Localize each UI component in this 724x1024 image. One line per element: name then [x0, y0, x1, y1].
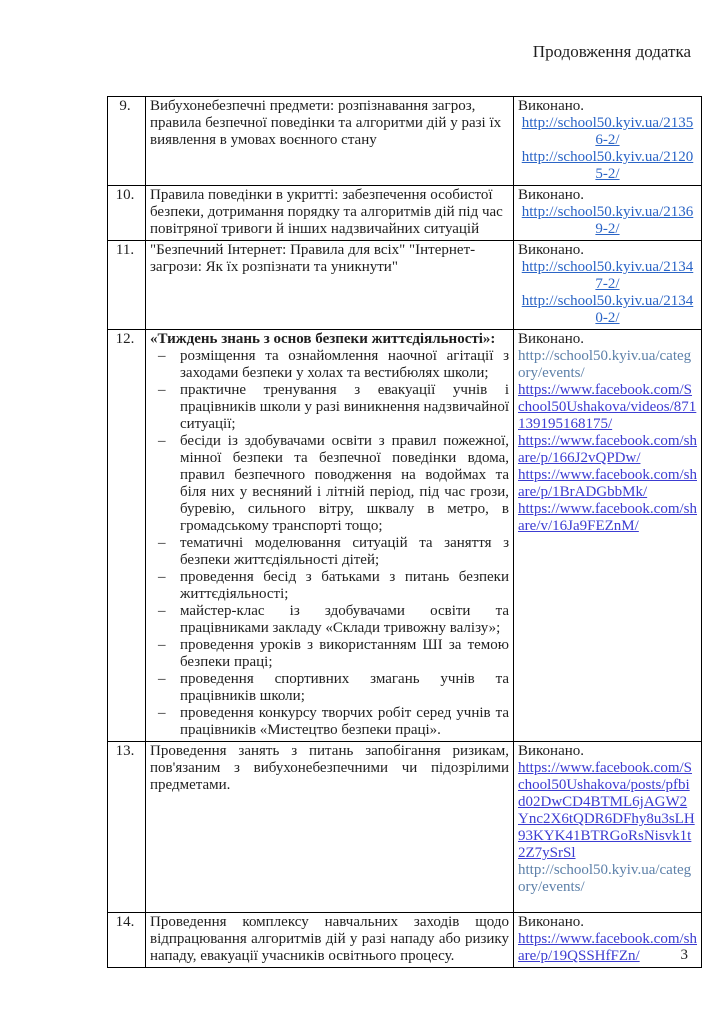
activity-cell	[146, 186, 514, 241]
facebook-link[interactable]: https://www.facebook.com/share/p/1BrADGbbMk/	[518, 467, 697, 500]
row-number: 12.	[108, 330, 146, 742]
status-cell	[514, 913, 702, 968]
bullet-item: – бесіди із здобувачами освіти з правил пожежної, мінної безпеки та безпечної поведінки вдома, правил безпечного поводження на водоймах та біля них у весняний і літній період, під час грози, буревію, сильного вітру, шквалу в метро, в громадському транспорті тощо;	[150, 433, 509, 535]
page-number: 3	[680, 947, 688, 963]
activity-cell	[146, 97, 514, 186]
facebook-link[interactable]: https://www.facebook.com/share/p/166J2vQPDw/	[518, 433, 697, 466]
link-list	[518, 259, 697, 327]
link-list	[518, 931, 697, 965]
bullet-item: – проведення уроків з використанням ШІ за темою безпеки праці;	[150, 637, 509, 671]
row-number: 11.	[108, 241, 146, 330]
status-label: Виконано.	[518, 242, 585, 258]
row-number: 14.	[108, 913, 146, 968]
status-label: Виконано.	[518, 331, 585, 347]
activity-cell	[146, 913, 514, 968]
table-row	[108, 186, 702, 241]
bullet-item: – проведення бесід з батьками з питань безпеки життєдіяльності;	[150, 569, 509, 603]
status-label: Виконано.	[518, 914, 585, 930]
table-row	[108, 241, 702, 330]
bullet-item: – тематичні моделювання ситуацій та заняття з безпеки життєдіяльності дітей;	[150, 535, 509, 569]
table-row	[108, 97, 702, 186]
status-cell	[514, 241, 702, 330]
link-list	[518, 760, 697, 896]
school50-events-link[interactable]: http://school50.kyiv.ua/category/events/	[518, 348, 692, 381]
link-list	[518, 348, 697, 535]
table-row	[108, 913, 702, 968]
school50-link[interactable]: http://school50.kyiv.ua/21369-2/	[521, 204, 694, 237]
activity-text: Проведення комплексу навчальних заходів щодо відпрацювання алгоритмів дій у разі нападу або ризику нападу, евакуації учасників освітнього процесу.	[150, 914, 509, 964]
status-label: Виконано.	[518, 743, 585, 759]
status-label: Виконано.	[518, 98, 585, 114]
activity-text: Вибухонебезпечні предмети: розпізнавання загроз, правила безпечної поведінки та алгоритми дій у разі їх виявлення в умовах воєнного стану	[150, 98, 502, 148]
facebook-link[interactable]: https://www.facebook.com/School50Ushakova/posts/pfbid02DwCD4BTML6jAGW2Ync2X6tQDR6DFhy8u3sLH93KYK41BTRGoRsNisvk1t2Z7ySrSl	[518, 760, 695, 861]
school50-link[interactable]: http://school50.kyiv.ua/21340-2/	[521, 293, 694, 326]
activity-text: Правила поведінки в укритті: забезпечення особистої безпеки, дотримання порядку та алгоритмів дій під час повітряної тривоги й інших надзвичайних ситуацій	[150, 187, 503, 237]
activity-cell	[146, 742, 514, 913]
status-cell	[514, 330, 702, 742]
bullet-item: – проведення спортивних змагань учнів та працівників школи;	[150, 671, 509, 705]
school50-link[interactable]: http://school50.kyiv.ua/21205-2/	[521, 149, 694, 182]
bullet-item: – практичне тренування з евакуації учнів і працівників школи у разі виникнення надзвичайної ситуації;	[150, 382, 509, 433]
bullet-item: – розміщення та ознайомлення наочної агітації з заходами безпеки у холах та вестибюлях школи;	[150, 348, 509, 382]
activity-title: «Тиждень знань з основ безпеки життєдіяльності»:	[150, 331, 496, 347]
table-row	[108, 330, 702, 742]
page-header: Продовження додатка	[532, 42, 691, 61]
link-list	[518, 204, 697, 238]
status-cell	[514, 186, 702, 241]
bullet-item: – майстер-клас із здобувачами освіти та працівниками закладу «Склади тривожну валізу»;	[150, 603, 509, 637]
facebook-link[interactable]: https://www.facebook.com/share/v/16Ja9FEZnM/	[518, 501, 697, 534]
status-label: Виконано.	[518, 187, 585, 203]
status-cell	[514, 97, 702, 186]
row-number: 10.	[108, 186, 146, 241]
facebook-link[interactable]: https://www.facebook.com/share/p/19QSSHfFZn/	[518, 931, 697, 964]
school50-link[interactable]: http://school50.kyiv.ua/21356-2/	[521, 115, 694, 148]
activity-text: "Безпечний Інтернет: Правила для всіх" "Інтернет-загрози: Як їх розпізнати та уникнути"	[150, 242, 476, 275]
table-row	[108, 742, 702, 913]
activity-cell	[146, 241, 514, 330]
activity-cell	[146, 330, 514, 742]
school50-events-link[interactable]: http://school50.kyiv.ua/category/events/	[518, 862, 692, 895]
row-number: 13.	[108, 742, 146, 913]
row-number: 9.	[108, 97, 146, 186]
bullet-item: – проведення конкурсу творчих робіт серед учнів та працівників «Мистецтво безпеки праці».	[150, 705, 509, 739]
activity-text: Проведення занять з питань запобігання ризикам, пов'язаним з вибухонебезпечними чи підозрілими предметами.	[150, 743, 509, 793]
school50-link[interactable]: http://school50.kyiv.ua/21347-2/	[521, 259, 694, 292]
link-list	[518, 115, 697, 183]
status-cell	[514, 742, 702, 913]
appendix-table	[107, 96, 702, 968]
facebook-link[interactable]: https://www.facebook.com/School50Ushakova/videos/871139195168175/	[518, 382, 697, 432]
